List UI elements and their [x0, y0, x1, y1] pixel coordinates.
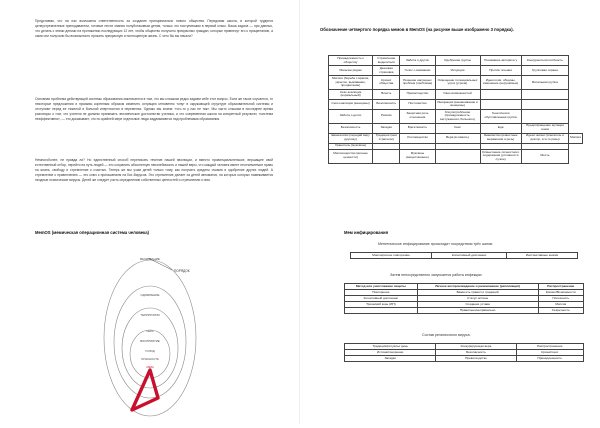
- table-cell: Секс-коалиция (женщины): [329, 99, 373, 109]
- label-meme-center: МЕМ: [146, 365, 154, 369]
- table-cell: Секретность: [538, 308, 583, 314]
- table-cell: Месть: [521, 149, 568, 163]
- table-cell: Принадлежность: [516, 356, 583, 362]
- table-cell: [521, 99, 568, 109]
- outer-ring: [104, 260, 196, 416]
- paragraph-problem: Основная проблема действующей системы образования заключается в том, что мы слишком редко задаем себе этот вопрос. Если же такое случается, то некоторые предложения и призывы коренным образом изменить ситуацию мгновенно тонут в окружающей структуре образовательной системы и отступают перед ее тяжелой и больной инертностью в переменах. Однако мы знаем: «что-то у нас не так». Мы часто слышим в последнее время разговоры о том, что учителя не должны принимать человеческое достоинство ученика, и что современная школа на конкретный результат, «система неэффективна», — это доказывает, что по крайней мере отдельные люди задумываются над проблемами образования.: [35, 97, 273, 122]
- table-cell: Инициация (вынашивание и женщины): [435, 99, 480, 109]
- label-survival: ВЫЖИВАНИЕ: [140, 257, 160, 261]
- table-row: [329, 123, 583, 133]
- table-cell: Безопасность: [373, 99, 400, 109]
- table-cell: Вера (в память): [435, 133, 480, 143]
- table-cell: Кризис/Возможности: [538, 290, 583, 296]
- label-hunger: ГОЛОД: [145, 349, 155, 353]
- infection-heading: Мем инфицирования: [344, 230, 389, 235]
- diagram-heading: MemOS (мемическая операционная система человека): [35, 230, 149, 235]
- label-perception: ВОСПРИЯТИЕ: [140, 339, 160, 343]
- table-cell: Истина/покорение: [345, 350, 436, 356]
- table-cell: Брезгливость: [400, 123, 435, 133]
- right-page: [300, 0, 600, 424]
- table-row: [329, 149, 583, 163]
- table-row: [329, 89, 583, 99]
- religious-virus-line: Состав религиозного вируса:: [422, 333, 471, 337]
- table-cell: [521, 89, 568, 99]
- label-danger: ОПАСНОСТЬ: [141, 357, 159, 361]
- infection-steps-line: Менетическое инфицирование происходит посредством трёх шагов:: [378, 242, 493, 246]
- table-cell: Безопасность: [329, 123, 373, 133]
- table-cell: Понимание авторитету: [480, 56, 521, 66]
- table-cell: Распространение: [516, 344, 583, 350]
- table-cell: Правильно/неправильно: [417, 308, 538, 314]
- table-cell: Забота о детях: [329, 109, 373, 123]
- table-cell: Инстинктивные кнопки: [506, 253, 577, 259]
- table-cell: [345, 308, 418, 314]
- table-cell: Превосходство: [400, 89, 435, 99]
- table-cell: Освещение потенциальных угроз (угроза): [435, 76, 480, 90]
- table-cell: Загадки: [373, 123, 400, 133]
- table-cell: Конкурентноспособность: [521, 56, 568, 66]
- table-row: [329, 66, 583, 76]
- table-cell: Хранитель (мужчины): [329, 143, 373, 149]
- table-cell: Превосходство: [436, 356, 516, 362]
- table-header-cell: Распространение: [538, 284, 583, 290]
- paragraph-intro: Представим, что на нас возложена ответственность за создание принципиально нового общества. Передовая школа, в которой трудятся целеустремленные преподаватели, готовые нести знания полуботаковым детям, только что поступившим в первый класс. Ваша задача — при данных, что делать с этими детьми на протяжении последующих 12 лет, чтобы общество получило прекрасных граждан, которые привнесут его к процветанию, а сами они получили бы возможность прожить прекрасную и полноценную жизнь. С чего бы вы начали?: [35, 19, 273, 39]
- table-cell: Миссия: [569, 133, 583, 143]
- table-row: [329, 56, 583, 66]
- table-cell: Миссионерство (вечные ценности): [329, 149, 373, 163]
- label-approval: ОДОБРЕНИЕ: [140, 293, 160, 297]
- table-cell: Традиция (мои стратегии): [373, 133, 400, 143]
- fourth-order-table: [328, 55, 583, 164]
- table-cell: Забота о других: [400, 56, 435, 66]
- table-cell: [521, 109, 568, 123]
- infection-run-line: Затем непосредственно запускается работа инфекции:: [390, 273, 483, 277]
- table-cell: Предотвращение мутации генов: [521, 123, 568, 133]
- table-cell: Повторение: [345, 290, 418, 296]
- table-cell: Когнитивный диссонанс: [432, 253, 507, 259]
- label-order: ПОРЯДОК: [174, 269, 190, 273]
- table-row: [345, 308, 584, 314]
- table-cell: Идеология, общины, изменение (нерушимые): [480, 76, 521, 90]
- table-cell: Когнитивный диссонанс: [345, 296, 418, 302]
- table-row: [329, 133, 583, 143]
- table-cell: Групповая охрана: [521, 66, 568, 76]
- table-cell: Секс: [435, 123, 480, 133]
- table-cell: Создание устава: [417, 302, 538, 308]
- table-cell: Миссия: [538, 302, 583, 308]
- infection-steps-table: [350, 252, 578, 259]
- table-cell: Секс-коалиция (нормальный): [329, 89, 373, 99]
- table-cell: Миссия (борьба с врагом, укрытие, выживание, процветание): [329, 76, 373, 90]
- table-row: [329, 99, 583, 109]
- table-cell: Мужчины (вещественное): [400, 149, 435, 163]
- table-cell: Постоянство: [400, 99, 435, 109]
- table-cell: Важность правил и традиций: [417, 290, 538, 296]
- table-cell: Решение насущных проблем (проблема): [400, 76, 435, 90]
- table1-heading: Обозначение четвертого порядка мемов в MemOS (на рисунке выше изображено 3 порядка).: [320, 27, 514, 32]
- table-header-cell: Метод или уничтожение защиты: [345, 284, 418, 290]
- table-cell: Расизм: [373, 109, 400, 123]
- label-territory: ТЕРРИТОРИЯ: [140, 313, 160, 317]
- table-cell: Мальчик рядом: [329, 66, 373, 76]
- table-cell: Знакомство (известные выражения и речь): [480, 133, 521, 143]
- table-row: [345, 356, 584, 362]
- table-cell: Многократное повторение: [351, 253, 432, 259]
- religious-virus-table: [344, 343, 584, 362]
- table-cell: Одобрение группы: [435, 56, 480, 66]
- table-cell: Власть: [373, 89, 400, 99]
- table-cell: Защитная роль отношения: [400, 109, 435, 123]
- table-cell: Окно возможностей: [435, 89, 480, 99]
- table-cell: Охотнищество: [400, 133, 435, 143]
- memos-diagram: [0, 238, 300, 428]
- table-cell: Злоупотребление (принадлежность, застуженного большого): [435, 109, 480, 123]
- table-cell: Троянский конь (ИП): [345, 302, 418, 308]
- table-header-cell: Личное воспроизведение и размножение (репликация): [417, 284, 538, 290]
- table-cell: Стремление выделиться: [373, 56, 400, 66]
- table-cell: [373, 149, 400, 163]
- table-cell: Против течения: [480, 66, 521, 76]
- table-cell: Евангелизм (передай веру другому): [329, 133, 373, 143]
- table-cell: Генетически обусловленная группа: [480, 109, 521, 123]
- infection-work-table: [344, 283, 584, 314]
- table-row: [351, 253, 578, 259]
- table-cell: Безопасность: [436, 350, 516, 356]
- label-sex: СЕКС: [146, 329, 154, 333]
- table-cell: Принадлежность к обществу: [329, 56, 373, 66]
- table-cell: [435, 149, 480, 163]
- table-cell: Полезность: [538, 296, 583, 302]
- paragraph-conclusion: Немногоболее, не правда ли? Но единственный способ переписать течение нашей эволюции, и вместо провинциальненькое, вершащее свой естественный отбор, перейти на путь людей — это сохранить абсолютную неизлебимость и нашей веры, что каждый человек имеет неотъемлемое право на жизнь, свободу и стремление к счастью. Теперь же мы учим детей только тому, как получить кредиты очками и одобрение других людей. А стремление к привлечению — это ключ к пригашением на Биг-Вирусов. Это стремление делает из детей автоматов, на которых которых намеживается неодные психические вирусы. Детей же следует учить определению собственных ценностей и стремлению к ним.: [35, 158, 273, 183]
- table-cell: Статус истины: [417, 296, 538, 302]
- table-row: [329, 109, 583, 123]
- table-cell: Кризис общества: [373, 76, 400, 90]
- table-cell: Еда: [480, 123, 521, 133]
- table-cell: Интуиция: [435, 66, 480, 76]
- table-cell: Осмысление личностного содержания (условности лучше): [480, 149, 521, 163]
- table-cell: Витальная группа: [521, 76, 568, 90]
- table-cell: [480, 99, 521, 109]
- table-cell: Дешевая страховка: [373, 66, 400, 76]
- table-cell: [480, 89, 521, 99]
- table-cell: Загадки: [345, 356, 436, 362]
- left-page: [0, 0, 300, 424]
- table-row: [329, 76, 583, 90]
- table-cell: Кризис/секс: [516, 350, 583, 356]
- table-cell: Голос о внимании: [400, 66, 435, 76]
- red-triangle: [132, 370, 158, 410]
- table-cell: Традиция/ритуалы/ день: [345, 344, 436, 350]
- table-cell: Конкурирующая вера: [436, 344, 516, 350]
- table-cell: Идеал жизни (спасатель и доктор, эти-то разы): [521, 133, 568, 143]
